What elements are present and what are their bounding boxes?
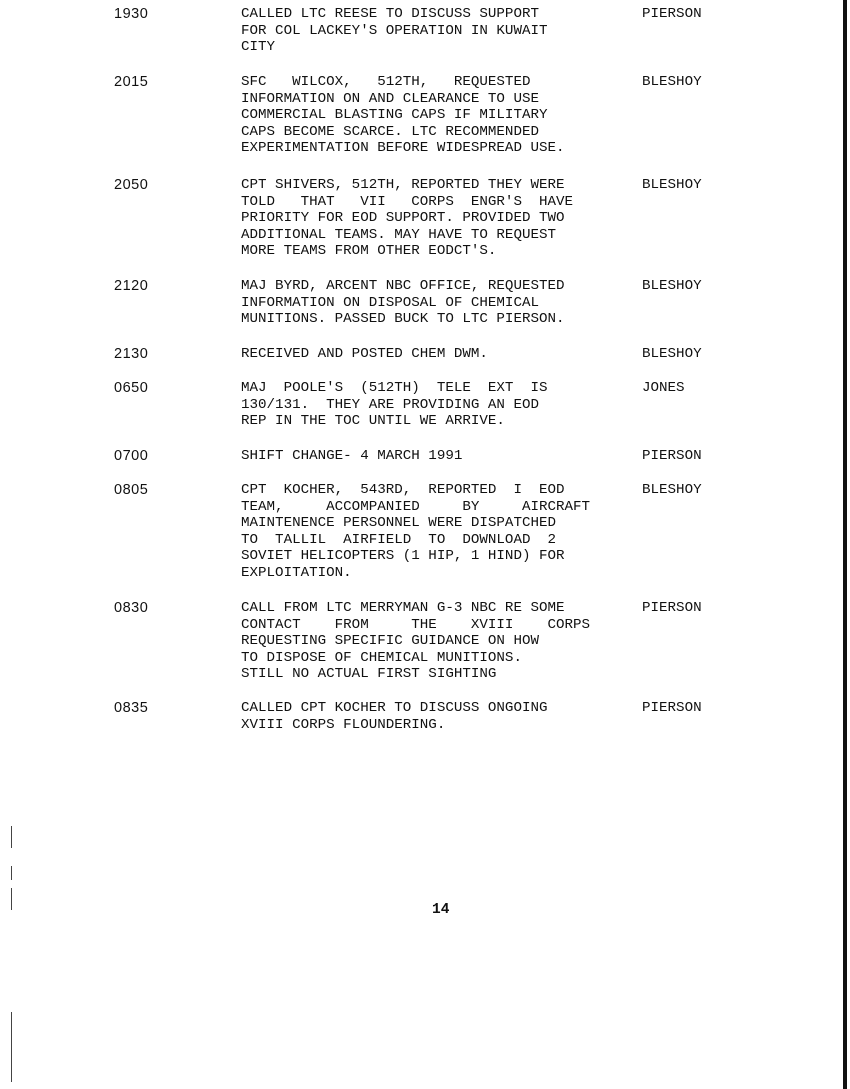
entry-description: CALL FROM LTC MERRYMAN G-3 NBC RE SOME CONTACT FROM THE XVIII CORPS REQUESTING SPECIFIC GUIDANCE ON HOW TO DISPOSE OF CHEMICAL MUNITIONS. STILL NO ACTUAL FIRST SIGHTING bbox=[241, 600, 591, 683]
entry-time: 0805 bbox=[114, 482, 149, 498]
entry-officer: PIERSON bbox=[642, 700, 702, 716]
scan-mark bbox=[11, 1012, 12, 1082]
entry-description: RECEIVED AND POSTED CHEM DWM. bbox=[241, 346, 488, 362]
entry-description: CALLED LTC REESE TO DISCUSS SUPPORT FOR COL LACKEY'S OPERATION IN KUWAIT CITY bbox=[241, 6, 548, 56]
entry-officer: BLESHOY bbox=[642, 346, 702, 362]
page-number: 14 bbox=[432, 902, 450, 918]
entry-officer: PIERSON bbox=[642, 6, 702, 22]
entry-officer: PIERSON bbox=[642, 600, 702, 616]
entry-time: 2120 bbox=[114, 278, 149, 294]
entry-time: 2015 bbox=[114, 74, 149, 90]
entry-description: SFC WILCOX, 512TH, REQUESTED INFORMATION ON AND CLEARANCE TO USE COMMERCIAL BLASTING CAPS IF MILITARY CAPS BECOME SCARCE. LTC RECOMMENDED EXPERIMENTATION BEFORE WIDESPREAD USE. bbox=[241, 74, 565, 157]
entry-description: CPT SHIVERS, 512TH, REPORTED THEY WERE TOLD THAT VII CORPS ENGR'S HAVE PRIORITY FOR EOD SUPPORT. PROVIDED TWO ADDITIONAL TEAMS. MAY HAVE TO REQUEST MORE TEAMS FROM OTHER EODCT'S. bbox=[241, 177, 574, 260]
entry-time: 2130 bbox=[114, 346, 149, 362]
entry-time: 0650 bbox=[114, 380, 149, 396]
entry-time: 0835 bbox=[114, 700, 149, 716]
entry-time: 0700 bbox=[114, 448, 149, 464]
scan-mark bbox=[11, 888, 12, 910]
entry-officer: BLESHOY bbox=[642, 278, 702, 294]
scan-mark bbox=[11, 826, 12, 848]
entry-officer: BLESHOY bbox=[642, 74, 702, 90]
entry-description: SHIFT CHANGE- 4 MARCH 1991 bbox=[241, 448, 463, 464]
entry-officer: BLESHOY bbox=[642, 482, 702, 498]
entry-officer: JONES bbox=[642, 380, 685, 396]
entry-time: 0830 bbox=[114, 600, 149, 616]
entry-time: 1930 bbox=[114, 6, 149, 22]
entry-officer: PIERSON bbox=[642, 448, 702, 464]
entry-description: MAJ BYRD, ARCENT NBC OFFICE, REQUESTED INFORMATION ON DISPOSAL OF CHEMICAL MUNITIONS. PASSED BUCK TO LTC PIERSON. bbox=[241, 278, 565, 328]
scan-edge-line bbox=[843, 0, 847, 1089]
entry-time: 2050 bbox=[114, 177, 149, 193]
entry-description: CALLED CPT KOCHER TO DISCUSS ONGOING XVIII CORPS FLOUNDERING. bbox=[241, 700, 548, 733]
entry-description: MAJ POOLE'S (512TH) TELE EXT IS 130/131. THEY ARE PROVIDING AN EOD REP IN THE TOC UNTIL WE ARRIVE. bbox=[241, 380, 548, 430]
scan-mark bbox=[11, 866, 12, 880]
entry-description: CPT KOCHER, 543RD, REPORTED I EOD TEAM, ACCOMPANIED BY AIRCRAFT MAINTENENCE PERSONNEL WERE DISPATCHED TO TALLIL AIRFIELD TO DOWNLOAD 2 SOVIET HELICOPTERS (1 HIP, 1 HIND) FOR EXPLOITATION. bbox=[241, 482, 591, 581]
entry-officer: BLESHOY bbox=[642, 177, 702, 193]
